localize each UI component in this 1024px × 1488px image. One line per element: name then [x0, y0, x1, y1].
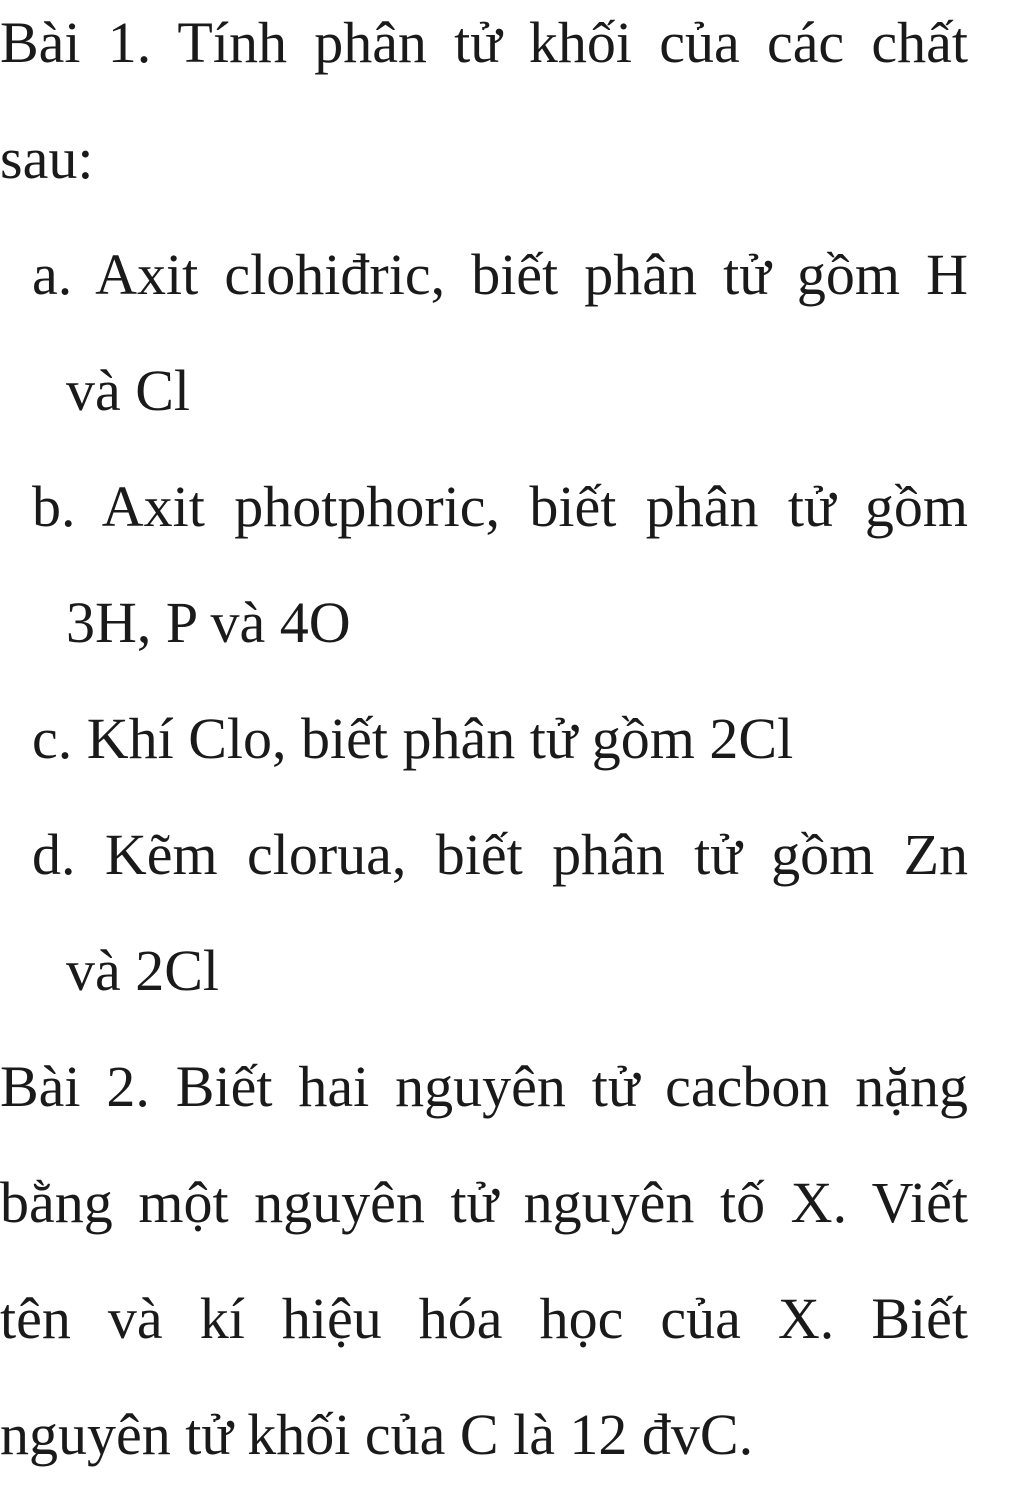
exercise-1-item-a-line-2: và Cl	[66, 358, 191, 423]
exercise-1-item-b-line-2: 3H, P và 4O	[66, 590, 351, 655]
exercise-1-item-d-line-2: và 2Cl	[66, 938, 220, 1003]
exercise-1-item-a-line-1: a. Axit clohiđric, biết phân tử gồm H	[32, 242, 968, 307]
exercise-2-line-4: nguyên tử khối của C là 12 đvC.	[0, 1402, 754, 1467]
exercise-1-item-c-line-1: c. Khí Clo, biết phân tử gồm 2Cl	[32, 706, 794, 771]
exercise-2-line-2: bằng một nguyên tử nguyên tố X. Viết	[0, 1170, 968, 1235]
exercise-2-line-3: tên và kí hiệu hóa học của X. Biết	[0, 1286, 968, 1351]
exercise-2-line-1: Bài 2. Biết hai nguyên tử cacbon nặng	[0, 1054, 968, 1119]
exercise-1-item-b-line-1: b. Axit photphoric, biết phân tử gồm	[32, 474, 968, 539]
exercise-1-title-line-1: Bài 1. Tính phân tử khối của các chất	[0, 10, 968, 75]
exercise-1-title-line-2: sau:	[0, 126, 94, 191]
exercise-1-item-d-line-1: d. Kẽm clorua, biết phân tử gồm Zn	[32, 822, 968, 887]
